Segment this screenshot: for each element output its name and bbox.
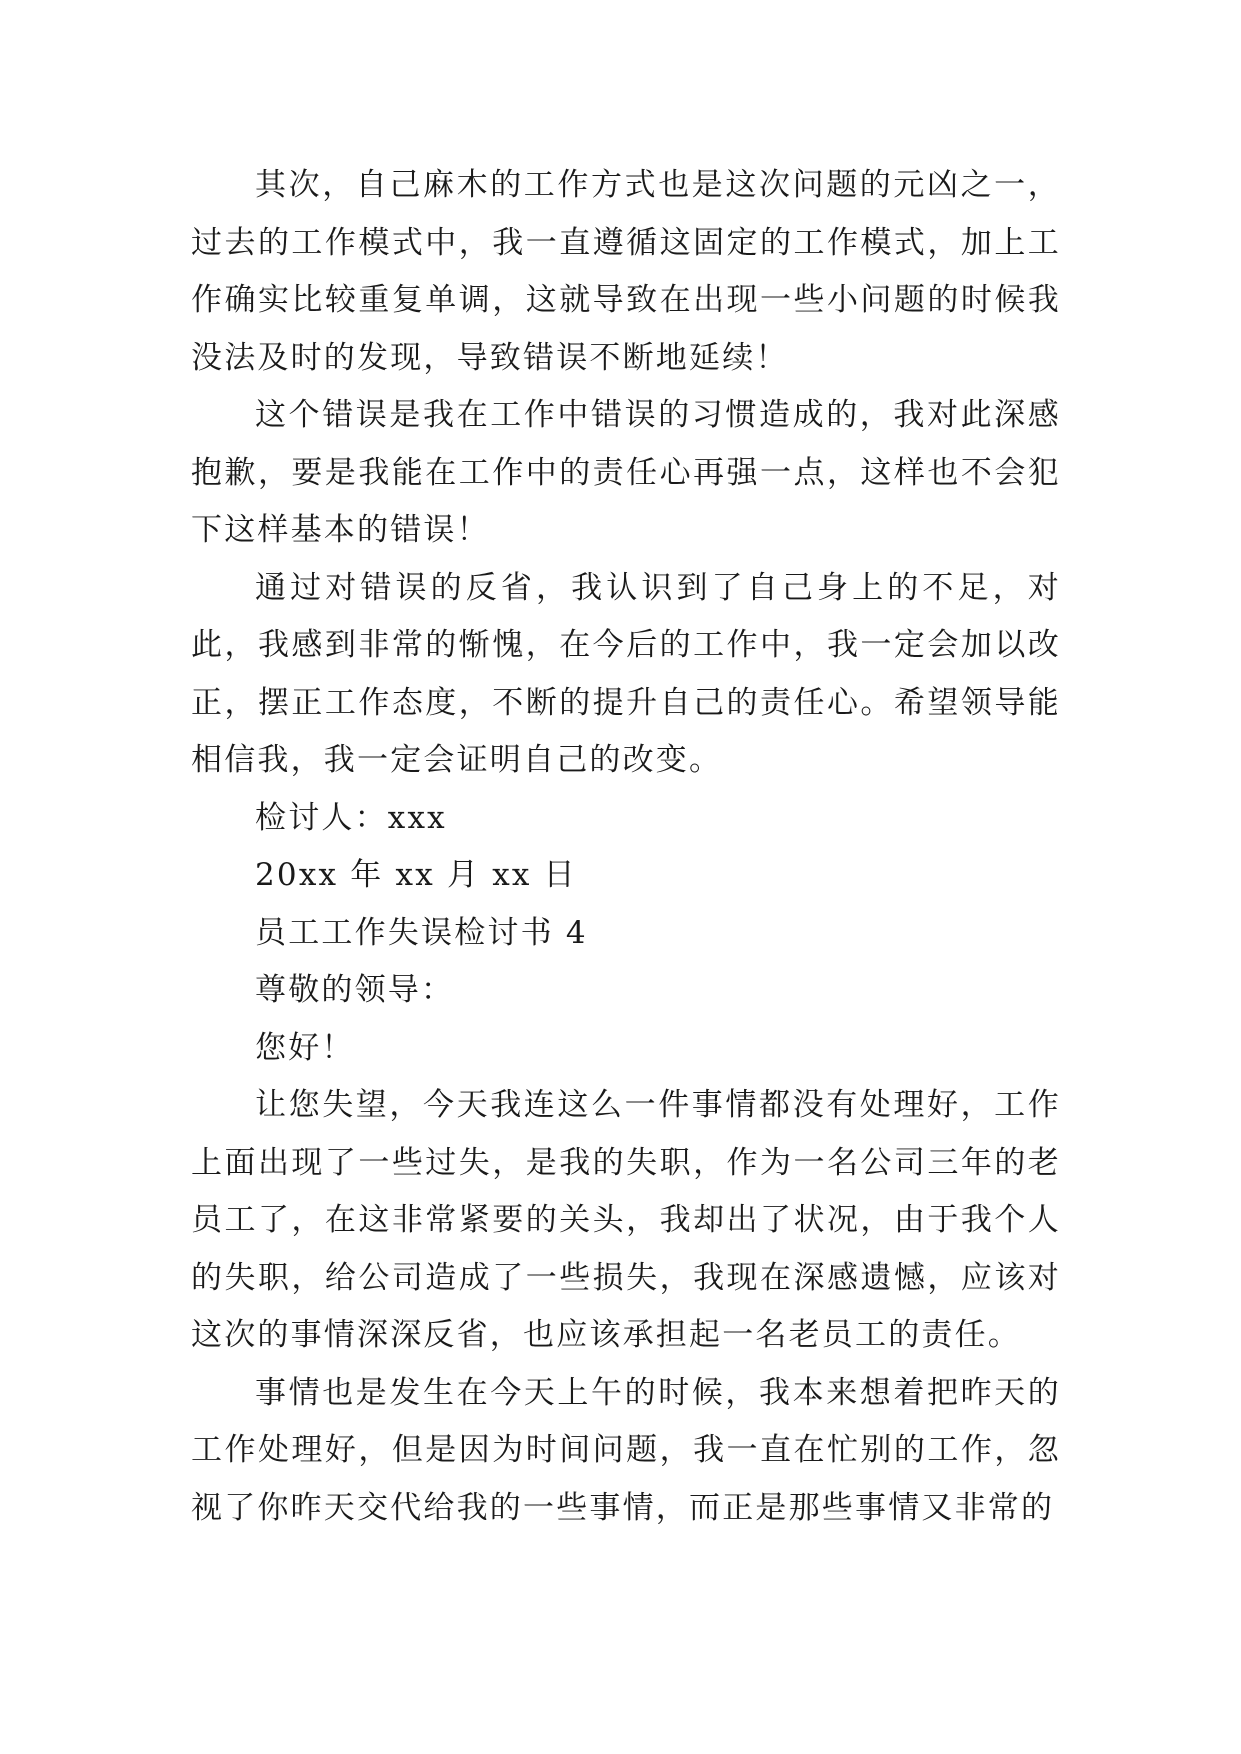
date-line: 20xx 年 xx 月 xx 日 xyxy=(255,857,577,893)
signature-line: 检讨人：xxx xyxy=(255,799,447,836)
document-body xyxy=(191,157,1061,1537)
paragraph-reflection: 通过对错误的反省，我认识到了自己身上的不足，对此，我感到非常的惭愧，在今后的工作中，我一定会加以改正，摆正工作态度，不断的提升自己的责任心。希望领导能相信我，我一定会证明自己的改变。 xyxy=(191,569,1061,778)
paragraph-apology: 这个错误是我在工作中错误的习惯造成的，我对此深感抱歉，要是我能在工作中的责任心再强一点，这样也不会犯下这样基本的错误！ xyxy=(191,397,1061,548)
paragraph-mindset: 其次，自己麻木的工作方式也是这次问题的元凶之一，过去的工作模式中，我一直遵循这固定的工作模式，加上工作确实比较重复单调，这就导致在出现一些小问题的时候我没法及时的发现，导致错误不断地延续！ xyxy=(191,167,1061,376)
section-heading: 员工工作失误检讨书 4 xyxy=(255,914,588,951)
greeting: 您好！ xyxy=(255,1029,355,1066)
paragraph-disappointment: 让您失望，今天我连这么一件事情都没有处理好，工作上面出现了一些过失，是我的失职，作为一名公司三年的老员工了，在这非常紧要的关头，我却出了状况，由于我个人的失职，给公司造成了一些损失，我现在深感遗憾，应该对这次的事情深深反省，也应该承担起一名老员工的责任。 xyxy=(191,1087,1061,1353)
paragraph-incident: 事情也是发生在今天上午的时候，我本来想着把昨天的工作处理好，但是因为时间问题，我一直在忙别的工作，忽视了你昨天交代给我的一些事情，而正是那些事情又非常的 xyxy=(191,1374,1061,1526)
salutation: 尊敬的领导： xyxy=(255,972,455,1008)
